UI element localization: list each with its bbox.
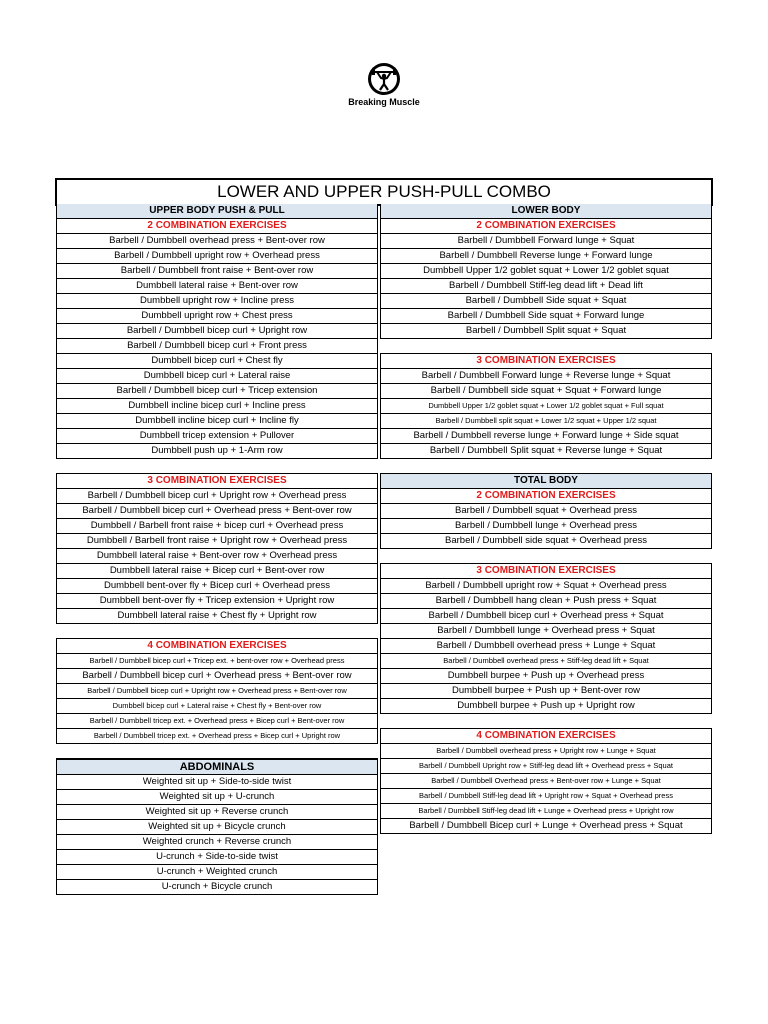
spacer-row xyxy=(380,339,712,354)
exercise-row: Dumbbell incline bicep curl + Incline fly xyxy=(56,414,378,429)
exercise-row: Barbell / Dumbbell Forward lunge + Squat xyxy=(380,234,712,249)
exercise-row: Barbell / Dumbbell overhead press + Bent-over row xyxy=(56,234,378,249)
exercise-row: Barbell / Dumbbell overhead press + Lunge + Squat xyxy=(380,639,712,654)
combination-label: 4 COMBINATION EXERCISES xyxy=(380,729,712,744)
exercise-row: U-crunch + Weighted crunch xyxy=(56,865,378,880)
exercise-row: Dumbbell lateral raise + Bicep curl + Bent-over row xyxy=(56,564,378,579)
exercise-row: Barbell / Dumbbell reverse lunge + Forward lunge + Side squat xyxy=(380,429,712,444)
exercise-row: Dumbbell incline bicep curl + Incline press xyxy=(56,399,378,414)
combination-label: 2 COMBINATION EXERCISES xyxy=(380,219,712,234)
abdominals-heading: ABDOMINALS xyxy=(56,759,378,775)
exercise-row: Dumbbell bicep curl + Lateral raise + Chest fly + Bent-over row xyxy=(56,699,378,714)
exercise-row: Barbell / Dumbbell overhead press + Stiff-leg dead lift + Squat xyxy=(380,654,712,669)
exercise-row: Dumbbell bent-over fly + Tricep extension + Upright row xyxy=(56,594,378,609)
combination-label: 3 COMBINATION EXERCISES xyxy=(56,474,378,489)
exercise-row: Barbell / Dumbbell side squat + Overhead press xyxy=(380,534,712,549)
combination-label: 2 COMBINATION EXERCISES xyxy=(56,219,378,234)
exercise-row: Dumbbell bicep curl + Chest fly xyxy=(56,354,378,369)
upper-body-heading: UPPER BODY PUSH & PULL xyxy=(56,204,378,219)
lower-total-column xyxy=(380,204,712,834)
page-title: LOWER AND UPPER PUSH-PULL COMBO xyxy=(55,178,713,206)
exercise-row: Dumbbell Upper 1/2 goblet squat + Lower 1/2 goblet squat + Full squat xyxy=(380,399,712,414)
exercise-row: Barbell / Dumbbell lunge + Overhead press + Squat xyxy=(380,624,712,639)
brand-name: Breaking Muscle xyxy=(348,97,420,107)
exercise-row: Barbell / Dumbbell Reverse lunge + Forward lunge xyxy=(380,249,712,264)
exercise-row: Barbell / Dumbbell Upright row + Stiff-leg dead lift + Overhead press + Squat xyxy=(380,759,712,774)
exercise-row: Barbell / Dumbbell Side squat + Forward lunge xyxy=(380,309,712,324)
exercise-row: Barbell / Dumbbell front raise + Bent-over row xyxy=(56,264,378,279)
exercise-row: Dumbbell bent-over fly + Bicep curl + Overhead press xyxy=(56,579,378,594)
exercise-row: Barbell / Dumbbell Bicep curl + Lunge + Overhead press + Squat xyxy=(380,819,712,834)
combination-label: 3 COMBINATION EXERCISES xyxy=(380,354,712,369)
exercise-row: Dumbbell push up + 1-Arm row xyxy=(56,444,378,459)
exercise-row: Weighted sit up + U-crunch xyxy=(56,790,378,805)
spacer-row xyxy=(380,549,712,564)
exercise-row: Barbell / Dumbbell Split squat + Reverse lunge + Squat xyxy=(380,444,712,459)
exercise-row: Barbell / Dumbbell bicep curl + Overhead press + Bent-over row xyxy=(56,669,378,684)
exercise-row: Weighted crunch + Reverse crunch xyxy=(56,835,378,850)
exercise-row: Barbell / Dumbbell bicep curl + Upright row + Overhead press + Bent-over row xyxy=(56,684,378,699)
combination-label: 3 COMBINATION EXERCISES xyxy=(380,564,712,579)
exercise-row: Barbell / Dumbbell Stiff-leg dead lift + Lunge + Overhead press + Upright row xyxy=(380,804,712,819)
exercise-row: Weighted sit up + Reverse crunch xyxy=(56,805,378,820)
exercise-row: Barbell / Dumbbell Overhead press + Bent-over row + Lunge + Squat xyxy=(380,774,712,789)
exercise-row: Barbell / Dumbbell split squat + Lower 1/2 squat + Upper 1/2 squat xyxy=(380,414,712,429)
spacer-row xyxy=(56,459,378,474)
total-body-heading: TOTAL BODY xyxy=(380,474,712,489)
exercise-row: Dumbbell burpee + Push up + Overhead press xyxy=(380,669,712,684)
spacer-row xyxy=(380,459,712,474)
brand-logo xyxy=(0,62,768,107)
exercise-row: Barbell / Dumbbell bicep curl + Overhead press + Squat xyxy=(380,609,712,624)
spacer-row xyxy=(56,624,378,639)
exercise-row: Barbell / Dumbbell bicep curl + Front press xyxy=(56,339,378,354)
exercise-row: U-crunch + Side-to-side twist xyxy=(56,850,378,865)
exercise-row: Dumbbell lateral raise + Bent-over row xyxy=(56,279,378,294)
exercise-row: Weighted sit up + Side-to-side twist xyxy=(56,775,378,790)
exercise-row: Dumbbell upright row + Incline press xyxy=(56,294,378,309)
combination-label: 2 COMBINATION EXERCISES xyxy=(380,489,712,504)
exercise-row: Barbell / Dumbbell Stiff-leg dead lift + Upright row + Squat + Overhead press xyxy=(380,789,712,804)
exercise-row: Barbell / Dumbbell bicep curl + Upright row xyxy=(56,324,378,339)
exercise-row: Barbell / Dumbbell bicep curl + Tricep extension xyxy=(56,384,378,399)
exercise-row: Dumbbell bicep curl + Lateral raise xyxy=(56,369,378,384)
exercise-row: Dumbbell / Barbell front raise + Upright row + Overhead press xyxy=(56,534,378,549)
exercise-row: Dumbbell tricep extension + Pullover xyxy=(56,429,378,444)
exercise-row: Barbell / Dumbbell Side squat + Squat xyxy=(380,294,712,309)
exercise-row: Dumbbell / Barbell front raise + bicep curl + Overhead press xyxy=(56,519,378,534)
combination-label: 4 COMBINATION EXERCISES xyxy=(56,639,378,654)
exercise-row: Dumbbell lateral raise + Bent-over row + Overhead press xyxy=(56,549,378,564)
exercise-row: Barbell / Dumbbell bicep curl + Overhead press + Bent-over row xyxy=(56,504,378,519)
exercise-row: Barbell / Dumbbell Split squat + Squat xyxy=(380,324,712,339)
exercise-row: Barbell / Dumbbell Stiff-leg dead lift + Dead lift xyxy=(380,279,712,294)
exercise-row: Barbell / Dumbbell upright row + Overhead press xyxy=(56,249,378,264)
weightlifter-icon xyxy=(367,62,401,96)
exercise-row: Weighted sit up + Bicycle crunch xyxy=(56,820,378,835)
exercise-row: Barbell / Dumbbell squat + Overhead press xyxy=(380,504,712,519)
exercise-row: Dumbbell burpee + Push up + Upright row xyxy=(380,699,712,714)
exercise-row: Barbell / Dumbbell side squat + Squat + Forward lunge xyxy=(380,384,712,399)
exercise-row: Dumbbell lateral raise + Chest fly + Upright row xyxy=(56,609,378,624)
exercise-row: Barbell / Dumbbell bicep curl + Tricep ext. + bent-over row + Overhead press xyxy=(56,654,378,669)
exercise-row: U-crunch + Bicycle crunch xyxy=(56,880,378,895)
exercise-row: Dumbbell burpee + Push up + Bent-over row xyxy=(380,684,712,699)
spacer-row xyxy=(380,714,712,729)
exercise-row: Barbell / Dumbbell upright row + Squat + Overhead press xyxy=(380,579,712,594)
exercise-row: Barbell / Dumbbell tricep ext. + Overhead press + Bicep curl + Upright row xyxy=(56,729,378,744)
spacer-row xyxy=(56,744,378,759)
exercise-row: Barbell / Dumbbell hang clean + Push press + Squat xyxy=(380,594,712,609)
exercise-row: Barbell / Dumbbell tricep ext. + Overhead press + Bicep curl + Bent-over row xyxy=(56,714,378,729)
exercise-row: Dumbbell upright row + Chest press xyxy=(56,309,378,324)
upper-body-column xyxy=(56,204,378,895)
exercise-row: Barbell / Dumbbell bicep curl + Upright row + Overhead press xyxy=(56,489,378,504)
exercise-row: Barbell / Dumbbell lunge + Overhead press xyxy=(380,519,712,534)
exercise-row: Barbell / Dumbbell overhead press + Upright row + Lunge + Squat xyxy=(380,744,712,759)
lower-body-heading: LOWER BODY xyxy=(380,204,712,219)
exercise-row: Dumbbell Upper 1/2 goblet squat + Lower 1/2 goblet squat xyxy=(380,264,712,279)
exercise-row: Barbell / Dumbbell Forward lunge + Reverse lunge + Squat xyxy=(380,369,712,384)
